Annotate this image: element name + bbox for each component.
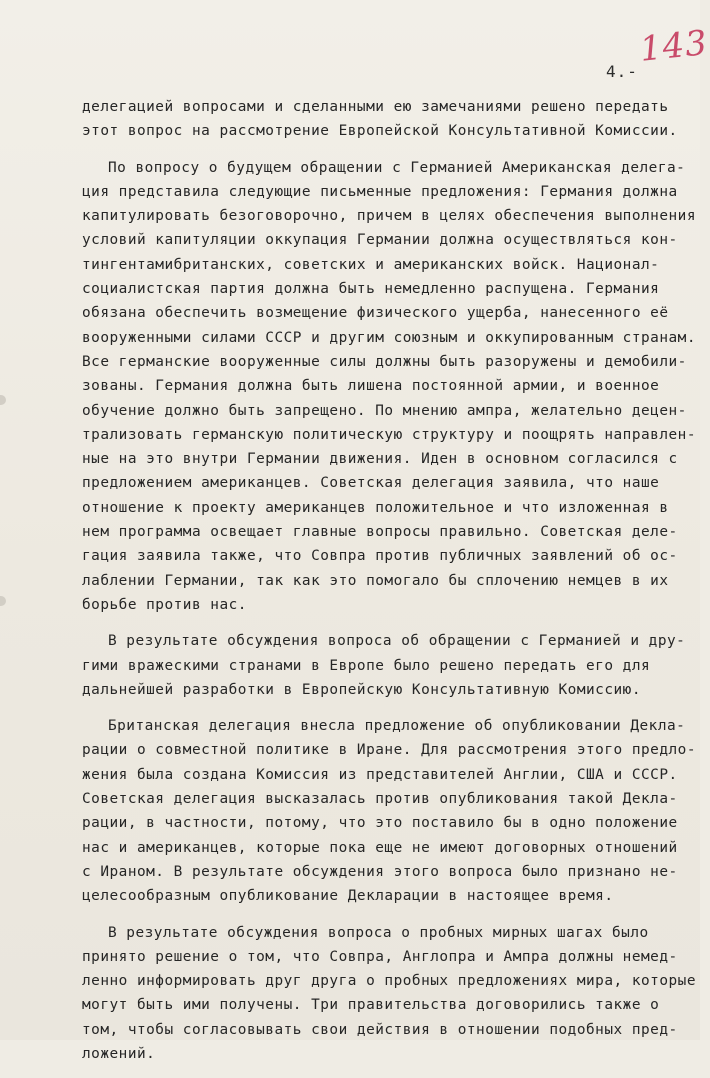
text-line: В результате обсуждения вопроса об обращении с Германией и дру-: [107, 633, 686, 650]
text-line: нем программа освещает главные вопросы правильно. Советская деле-: [82, 524, 678, 541]
text-line: рации о совместной политике в Иране. Для рассмотрения этого предло-: [82, 742, 696, 759]
paragraph: [82, 629, 694, 702]
text-line: жения была создана Комиссия из представителей Англии, США и СССР.: [82, 766, 678, 783]
text-line: могут быть ими получены. Три правительства договорились также о: [82, 997, 660, 1014]
text-line: тингентамибританских, советских и американских войск. Национал-: [82, 256, 660, 273]
text-line: отношение к проекту американцев положительное и что изложенная в: [82, 499, 669, 516]
page-number: 4.-: [606, 62, 638, 81]
punch-hole-mark: [0, 596, 6, 606]
paragraph: [82, 921, 694, 1067]
text-line: гация заявила также, что Совпра против публичных заявлений об ос-: [82, 548, 678, 565]
document-body: [82, 95, 694, 1078]
text-line: принято решение о том, что Совпра, Англопра и Ампра должны немед-: [82, 948, 678, 965]
text-line: предложением американцев. Советская делегация заявила, что наше: [82, 475, 660, 492]
paragraph: [82, 714, 694, 908]
text-line: этот вопрос на рассмотрение Европейской Консультативной Комиссии.: [82, 123, 678, 140]
text-line: делегацией вопросами и сделанными ею замечаниями решено передать: [82, 99, 669, 115]
paragraph: [82, 95, 694, 144]
text-line: обучение должно быть запрещено. По мнению ампра, желательно децен-: [82, 402, 687, 419]
text-line: капитулировать безоговорочно, причем в целях обеспечения выполнения: [82, 208, 696, 225]
text-line: Британская делегация внесла предложение об опубликовании Декла-: [107, 718, 686, 735]
text-line: трализовать германскую политическую структуру и поощрять направлен-: [82, 426, 696, 443]
archive-page-number-handwritten: 143: [638, 22, 710, 70]
text-line: обязана обеспечить возмещение физического ущерба, нанесенного её: [82, 305, 669, 322]
text-line: В результате обсуждения вопроса о пробных мирных шагах было: [107, 924, 649, 941]
text-line: ция представила следующие письменные предложения: Германия должна: [82, 183, 678, 200]
text-line: По вопросу о будущем обращении с Германией Американская делега-: [107, 159, 686, 176]
text-line: с Ираном. В результате обсуждения этого вопроса было признано не-: [82, 863, 678, 880]
text-line: зованы. Германия должна быть лишена постоянной армии, и военное: [82, 378, 660, 395]
text-line: Советская делегация высказалась против опубликования такой Декла-: [82, 791, 678, 808]
text-line: том, чтобы согласовывать свои действия в отношении подобных пред-: [82, 1021, 678, 1038]
text-line: лаблении Германии, так как это помогало бы сплочению немцев в их: [82, 572, 669, 589]
text-line: ложений.: [82, 1045, 156, 1062]
text-line: условий капитуляции оккупация Германии должна осуществляться кон-: [82, 232, 678, 249]
text-line: ленно информировать друг друга о пробных предложениях мира, которые: [82, 973, 696, 990]
text-line: социалистская партия должна быть немедленно распущена. Германия: [82, 281, 660, 298]
text-line: целесообразным опубликование Декларации в настоящее время.: [82, 888, 614, 905]
paragraph: [82, 156, 694, 618]
text-line: нас и американцев, которые пока еще не имеют договорных отношений: [82, 839, 678, 856]
text-line: борьбе против нас.: [82, 596, 247, 613]
punch-hole-mark: [0, 395, 6, 405]
text-line: вооруженными силами СССР и другим союзным и оккупированным странам.: [82, 329, 696, 346]
text-line: гими вражескими странами в Европе было решено передать его для: [82, 657, 651, 674]
text-line: Все германские вооруженные силы должны быть разоружены и демобили-: [82, 353, 687, 370]
text-line: дальнейшей разработки в Европейскую Консультативную Комиссию.: [82, 681, 641, 698]
text-line: ные на это внутри Германии движения. Иден в основном согласился с: [82, 451, 678, 468]
text-line: рации, в частности, потому, что это поставило бы в одно положение: [82, 815, 678, 832]
